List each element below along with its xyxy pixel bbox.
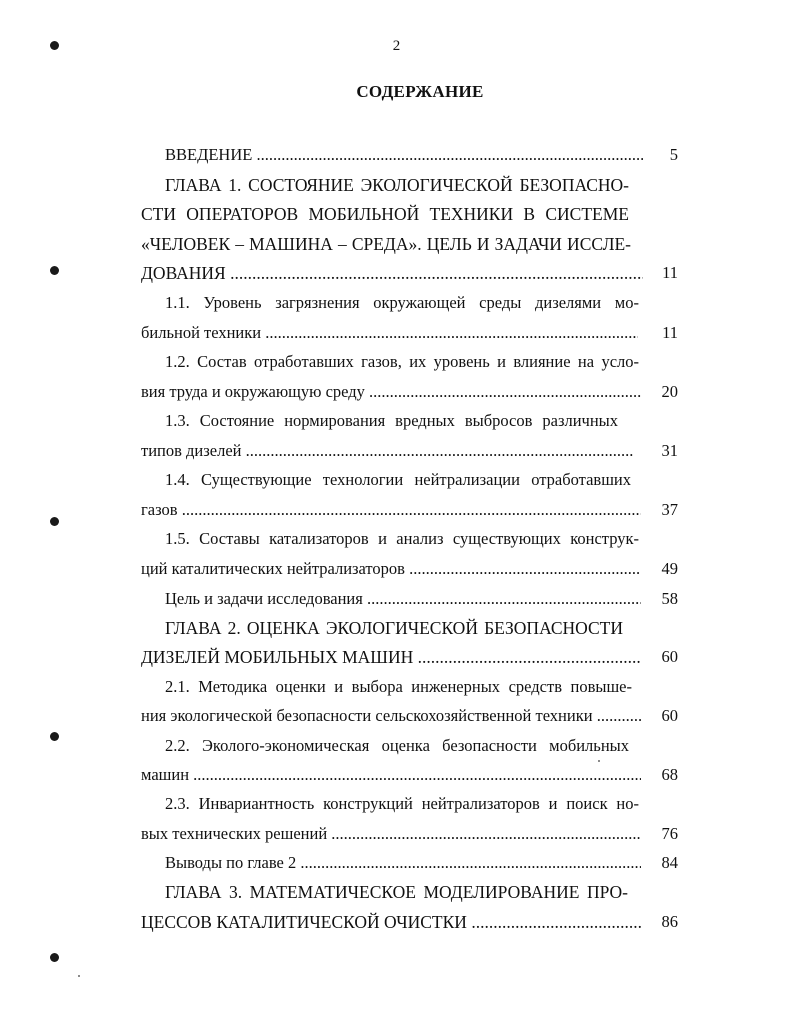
toc-entry-label: ДИЗЕЛЕЙ МОБИЛЬНЫХ МАШИН ..... [141,643,641,671]
toc-page-number: 68 [661,765,678,784]
toc-page-number: 20 [661,382,678,401]
toc-entry-label: ДОВАНИЯ ..... [141,259,643,287]
toc-section-1-2-line-2[interactable] [141,378,641,406]
toc-section-2-1-line-2[interactable] [141,702,643,730]
toc-entry-label: 1.4. Существующие технологии нейтрализации отработавших [165,470,631,489]
toc-section-1-4-line-1[interactable] [165,466,631,494]
toc-entry-label: бильной техники ..... [141,319,638,347]
toc-entry-label: ВВЕДЕНИЕ ..... [165,141,643,169]
toc-page-number: 84 [661,853,678,872]
toc-page-number: 37 [661,500,678,519]
toc-entry-label: ГЛАВА 1. СОСТОЯНИЕ ЭКОЛОГИЧЕСКОЙ БЕЗОПАСНО- [165,175,629,195]
toc-entry-label: 1.2. Состав отработавших газов, их уровень и влияние на усло- [165,352,639,371]
binder-hole-3 [50,517,59,526]
toc-entry-label: 2.3. Инвариантность конструкций нейтрализаторов и поиск но- [165,794,639,813]
toc-section-2-1-line-1[interactable] [165,673,632,701]
toc-section-1-1-line-2[interactable] [141,319,638,347]
toc-entry-label: вых технических решений ..... [141,820,641,848]
toc-page-number: 5 [669,145,678,164]
toc-entry-label: 2.2. Эколого-экономическая оценка безопасности мобильных [165,736,629,755]
toc-page-number: 49 [661,559,678,578]
toc-entry-conclusions-2[interactable] [165,849,641,877]
binder-hole-2 [50,266,59,275]
toc-entry-intro[interactable] [165,141,643,169]
toc-section-1-3-line-1[interactable] [165,407,618,435]
toc-section-2-2-line-2[interactable] [141,761,641,789]
toc-entry-label: 2.1. Методика оценки и выбора инженерных средств повыше- [165,677,632,696]
toc-section-2-3-line-2[interactable] [141,820,641,848]
toc-section-1-3-line-2[interactable] [141,437,633,465]
toc-chapter-1-line-4[interactable] [141,259,643,287]
toc-chapter-2-line-1[interactable] [165,614,623,642]
toc-entry-label: 1.1. Уровень загрязнения окружающей среды дизелями мо- [165,293,639,312]
page-title: СОДЕРЖАНИЕ [356,82,484,101]
toc-page-number: 11 [662,323,678,342]
toc-entry-label: машин ..... [141,761,641,789]
toc-section-1-4-line-2[interactable] [141,496,641,524]
toc-entry-label: Цель и задачи исследования ..... [165,585,641,613]
toc-chapter-1-line-3[interactable] [141,230,631,258]
scan-speck [78,975,80,977]
toc-chapter-3-line-2[interactable] [141,908,641,936]
toc-entry-label: 1.3. Состояние нормирования вредных выбросов различных [165,411,618,430]
toc-page-number: 86 [661,912,678,931]
toc-section-1-5-line-1[interactable] [165,525,639,553]
toc-entry-label: «ЧЕЛОВЕК – МАШИНА – СРЕДА». ЦЕЛЬ И ЗАДАЧИ ИССЛЕ- [141,234,631,254]
toc-section-1-5-line-2[interactable] [141,555,641,583]
toc-entry-label: ций каталитических нейтрализаторов ..... [141,555,641,583]
toc-section-2-3-line-1[interactable] [165,790,639,818]
toc-entry-label: ния экологической безопасности сельскохозяйственной техники ..... [141,702,643,730]
toc-section-1-1-line-1[interactable] [165,289,639,317]
toc-chapter-3-line-1[interactable] [165,878,628,906]
toc-entry-label: газов ..... [141,496,641,524]
toc-page-number: 60 [661,706,678,725]
toc-entry-label: вия труда и окружающую среду ..... [141,378,641,406]
toc-entry-label: ЦЕССОВ КАТАЛИТИЧЕСКОЙ ОЧИСТКИ ..... [141,908,641,936]
toc-entry-label: ГЛАВА 3. МАТЕМАТИЧЕСКОЕ МОДЕЛИРОВАНИЕ ПРО- [165,882,628,902]
toc-entry-label: СТИ ОПЕРАТОРОВ МОБИЛЬНОЙ ТЕХНИКИ В СИСТЕМЕ [141,204,629,224]
toc-chapter-1-line-2[interactable] [141,200,629,228]
toc-entry-label: 1.5. Составы катализаторов и анализ существующих конструк- [165,529,639,548]
toc-entry-aims[interactable] [165,585,641,613]
binder-hole-4 [50,732,59,741]
toc-entry-label: типов дизелей ..... [141,437,633,465]
toc-page-number: 60 [661,647,678,666]
toc-page-number: 11 [662,263,678,282]
toc-page-number: 31 [661,441,678,460]
toc-chapter-2-line-2[interactable] [141,643,641,671]
toc-section-2-2-line-1[interactable] [165,732,629,760]
toc-section-1-2-line-1[interactable] [165,348,639,376]
toc-page-number: 58 [661,589,678,608]
toc-entry-label: Выводы по главе 2 ..... [165,849,641,877]
toc-page-number: 76 [661,824,678,843]
toc-chapter-1-line-1[interactable] [165,171,629,199]
binder-hole-5 [50,953,59,962]
page-number: 2 [392,38,401,54]
toc-entry-label: ГЛАВА 2. ОЦЕНКА ЭКОЛОГИЧЕСКОЙ БЕЗОПАСНОСТИ [165,618,623,638]
